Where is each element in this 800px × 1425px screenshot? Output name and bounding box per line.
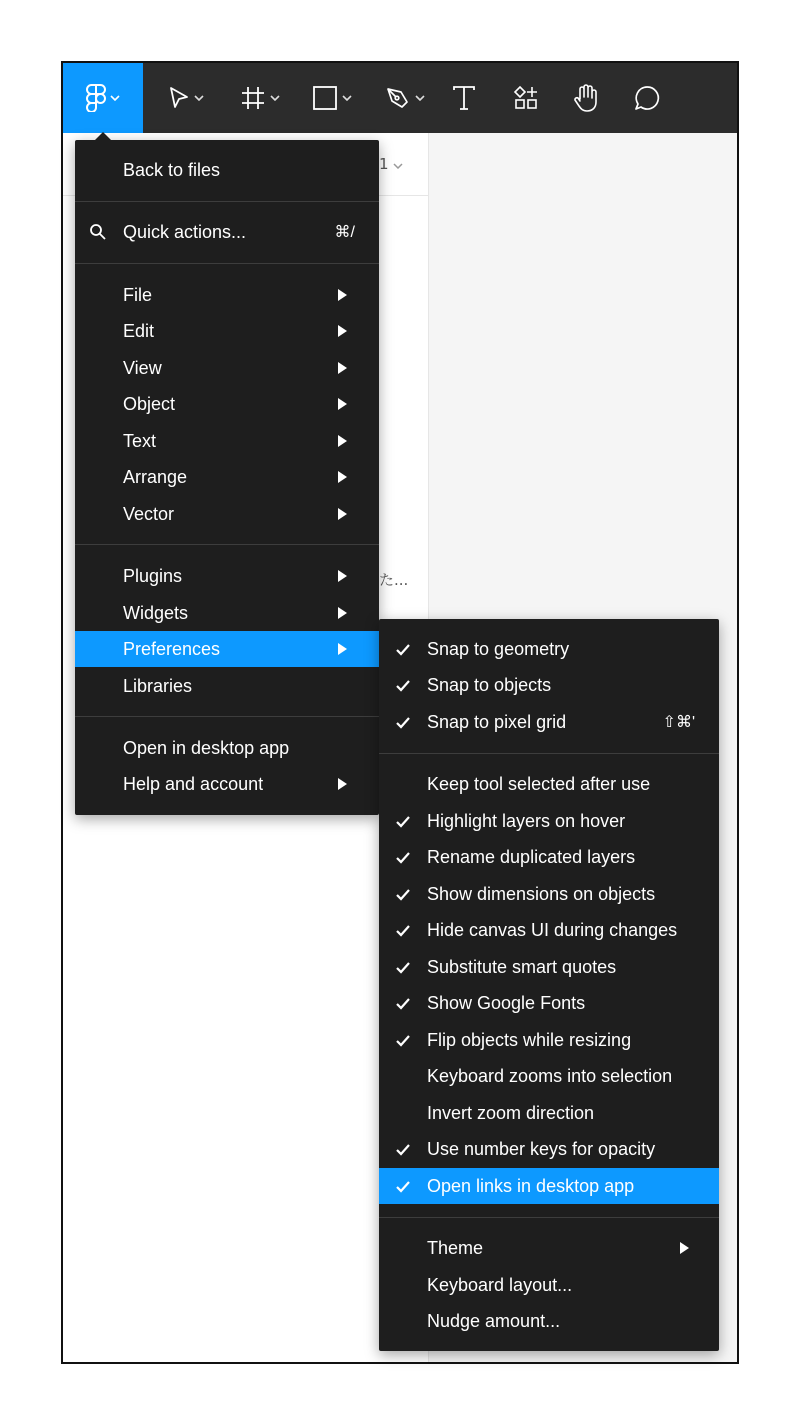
menu-item-label: Arrange xyxy=(123,466,188,487)
shape-tool-button[interactable] xyxy=(305,63,359,133)
menu-item-label: Hide canvas UI during changes xyxy=(427,919,678,940)
components-icon xyxy=(513,85,539,111)
text-t-icon xyxy=(452,85,476,111)
chevron-down-icon xyxy=(194,95,204,101)
pref-keyboard-layout[interactable] xyxy=(379,1267,719,1303)
menu-item-plugins[interactable] xyxy=(75,558,379,594)
pref-nudge-amount[interactable] xyxy=(379,1303,719,1339)
checkmark-icon xyxy=(395,677,411,698)
menu-item-label: Widgets xyxy=(123,602,189,623)
menu-item-label: Back to files xyxy=(123,159,221,180)
pref-keyboard-zooms-into-selection[interactable] xyxy=(379,1058,719,1094)
menu-item-label: Use number keys for opacity xyxy=(427,1138,656,1159)
submenu-arrow-icon xyxy=(338,362,347,374)
toolbar xyxy=(63,63,739,133)
menu-item-shortcut: ⇧⌘' xyxy=(662,714,695,731)
search-icon xyxy=(89,223,107,246)
menu-item-label: Keyboard layout... xyxy=(427,1274,573,1295)
menu-item-view[interactable] xyxy=(75,350,379,386)
menu-item-file[interactable] xyxy=(75,277,379,313)
menu-item-preferences[interactable] xyxy=(75,631,379,667)
menu-item-widgets[interactable] xyxy=(75,595,379,631)
pref-substitute-smart-quotes[interactable] xyxy=(379,949,719,985)
pref-hide-canvas-ui[interactable] xyxy=(379,912,719,948)
submenu-arrow-icon xyxy=(338,325,347,337)
menu-item-label: Keyboard zooms into selection xyxy=(427,1065,673,1086)
menu-item-label: Vector xyxy=(123,503,175,524)
menu-divider xyxy=(75,544,379,545)
checkmark-icon xyxy=(395,886,411,907)
submenu-arrow-icon xyxy=(338,471,347,483)
pref-snap-to-objects[interactable] xyxy=(379,667,719,703)
pref-number-keys-for-opacity[interactable] xyxy=(379,1131,719,1167)
menu-item-label: Show dimensions on objects xyxy=(427,883,656,904)
page-selector[interactable] xyxy=(379,155,403,173)
menu-item-label: Quick actions... xyxy=(123,221,247,242)
menu-item-label: Open links in desktop app xyxy=(427,1175,635,1196)
move-tool-button[interactable] xyxy=(159,63,213,133)
submenu-arrow-icon xyxy=(338,778,347,790)
pref-keep-tool-selected[interactable] xyxy=(379,766,719,802)
chevron-down-icon xyxy=(342,95,352,101)
comment-tool-button[interactable] xyxy=(629,63,665,133)
checkmark-icon xyxy=(395,641,411,662)
menu-divider xyxy=(379,753,719,754)
page-selector-label: 1 xyxy=(379,155,389,173)
menu-item-libraries[interactable] xyxy=(75,668,379,704)
menu-item-quick-actions[interactable] xyxy=(75,214,379,250)
menu-item-label: View xyxy=(123,357,162,378)
menu-pointer xyxy=(95,132,111,140)
checkmark-icon xyxy=(395,849,411,870)
menu-item-label: Snap to geometry xyxy=(427,638,570,659)
menu-item-label: Keep tool selected after use xyxy=(427,773,651,794)
menu-item-label: File xyxy=(123,284,153,305)
checkmark-icon xyxy=(395,922,411,943)
checkmark-icon xyxy=(395,1178,411,1199)
comment-bubble-icon xyxy=(633,84,661,112)
pref-rename-duplicated-layers[interactable] xyxy=(379,839,719,875)
pref-highlight-layers-on-hover[interactable] xyxy=(379,803,719,839)
menu-item-label: Show Google Fonts xyxy=(427,992,586,1013)
menu-divider xyxy=(379,1217,719,1218)
pen-tool-button[interactable] xyxy=(377,63,433,133)
frame-hash-icon xyxy=(240,85,266,111)
menu-item-label: Edit xyxy=(123,320,155,341)
menu-item-label: Plugins xyxy=(123,565,183,586)
menu-item-back-to-files[interactable] xyxy=(75,152,379,188)
pref-snap-to-pixel-grid[interactable] xyxy=(379,704,719,740)
checkmark-icon xyxy=(395,995,411,1016)
pref-flip-objects-while-resizing[interactable] xyxy=(379,1022,719,1058)
menu-item-label: Help and account xyxy=(123,773,264,794)
menu-item-shortcut: ⌘/ xyxy=(334,224,355,241)
menu-item-label: Substitute smart quotes xyxy=(427,956,617,977)
submenu-arrow-icon xyxy=(680,1242,689,1254)
frame-tool-button[interactable] xyxy=(233,63,287,133)
menu-item-label: Open in desktop app xyxy=(123,737,290,758)
hand-tool-button[interactable] xyxy=(569,63,603,133)
submenu-arrow-icon xyxy=(338,435,347,447)
pref-theme[interactable] xyxy=(379,1230,719,1266)
menu-divider xyxy=(75,716,379,717)
checkmark-icon xyxy=(395,959,411,980)
checkmark-icon xyxy=(395,1141,411,1162)
menu-divider xyxy=(75,263,379,264)
preferences-submenu xyxy=(379,619,719,1351)
menu-item-label: Highlight layers on hover xyxy=(427,810,626,831)
menu-item-label: Snap to objects xyxy=(427,674,552,695)
rectangle-icon xyxy=(312,85,338,111)
pen-nib-icon xyxy=(385,85,411,111)
text-tool-button[interactable] xyxy=(447,63,481,133)
chevron-down-icon xyxy=(393,155,403,173)
menu-item-vector[interactable] xyxy=(75,496,379,532)
menu-item-edit[interactable] xyxy=(75,313,379,349)
menu-item-object[interactable] xyxy=(75,386,379,422)
checkmark-icon xyxy=(395,813,411,834)
layer-item[interactable]: た... xyxy=(379,571,409,589)
main-menu xyxy=(75,140,379,815)
main-menu-button[interactable] xyxy=(63,63,143,133)
pref-show-dimensions[interactable] xyxy=(379,876,719,912)
menu-item-text[interactable] xyxy=(75,423,379,459)
menu-item-label: Libraries xyxy=(123,675,193,696)
pref-invert-zoom-direction[interactable] xyxy=(379,1095,719,1131)
menu-item-open-in-desktop-app[interactable] xyxy=(75,730,379,766)
submenu-arrow-icon xyxy=(338,398,347,410)
menu-item-arrange[interactable] xyxy=(75,459,379,495)
submenu-arrow-icon xyxy=(338,508,347,520)
menu-item-label: Rename duplicated layers xyxy=(427,846,636,867)
pref-open-links-in-desktop-app[interactable] xyxy=(379,1168,719,1204)
submenu-arrow-icon xyxy=(338,289,347,301)
menu-item-label: Object xyxy=(123,393,176,414)
chevron-down-icon xyxy=(270,95,280,101)
chevron-down-icon xyxy=(110,95,120,101)
menu-item-label: Invert zoom direction xyxy=(427,1102,595,1123)
menu-divider xyxy=(75,201,379,202)
figma-logo-icon xyxy=(86,84,106,112)
checkmark-icon xyxy=(395,1032,411,1053)
menu-item-label: Flip objects while resizing xyxy=(427,1029,632,1050)
menu-item-label: Text xyxy=(123,430,157,451)
submenu-arrow-icon xyxy=(338,643,347,655)
checkmark-icon xyxy=(395,714,411,735)
pref-snap-to-geometry[interactable] xyxy=(379,631,719,667)
submenu-arrow-icon xyxy=(338,607,347,619)
resources-tool-button[interactable] xyxy=(509,63,543,133)
menu-item-label: Snap to pixel grid xyxy=(427,711,567,732)
hand-icon xyxy=(572,83,600,113)
menu-item-label: Nudge amount... xyxy=(427,1310,561,1331)
pref-show-google-fonts[interactable] xyxy=(379,985,719,1021)
menu-item-label: Theme xyxy=(427,1237,484,1258)
menu-item-label: Preferences xyxy=(123,638,221,659)
submenu-arrow-icon xyxy=(338,570,347,582)
chevron-down-icon xyxy=(415,95,425,101)
menu-item-help-and-account[interactable] xyxy=(75,766,379,802)
cursor-arrow-icon xyxy=(168,86,190,110)
